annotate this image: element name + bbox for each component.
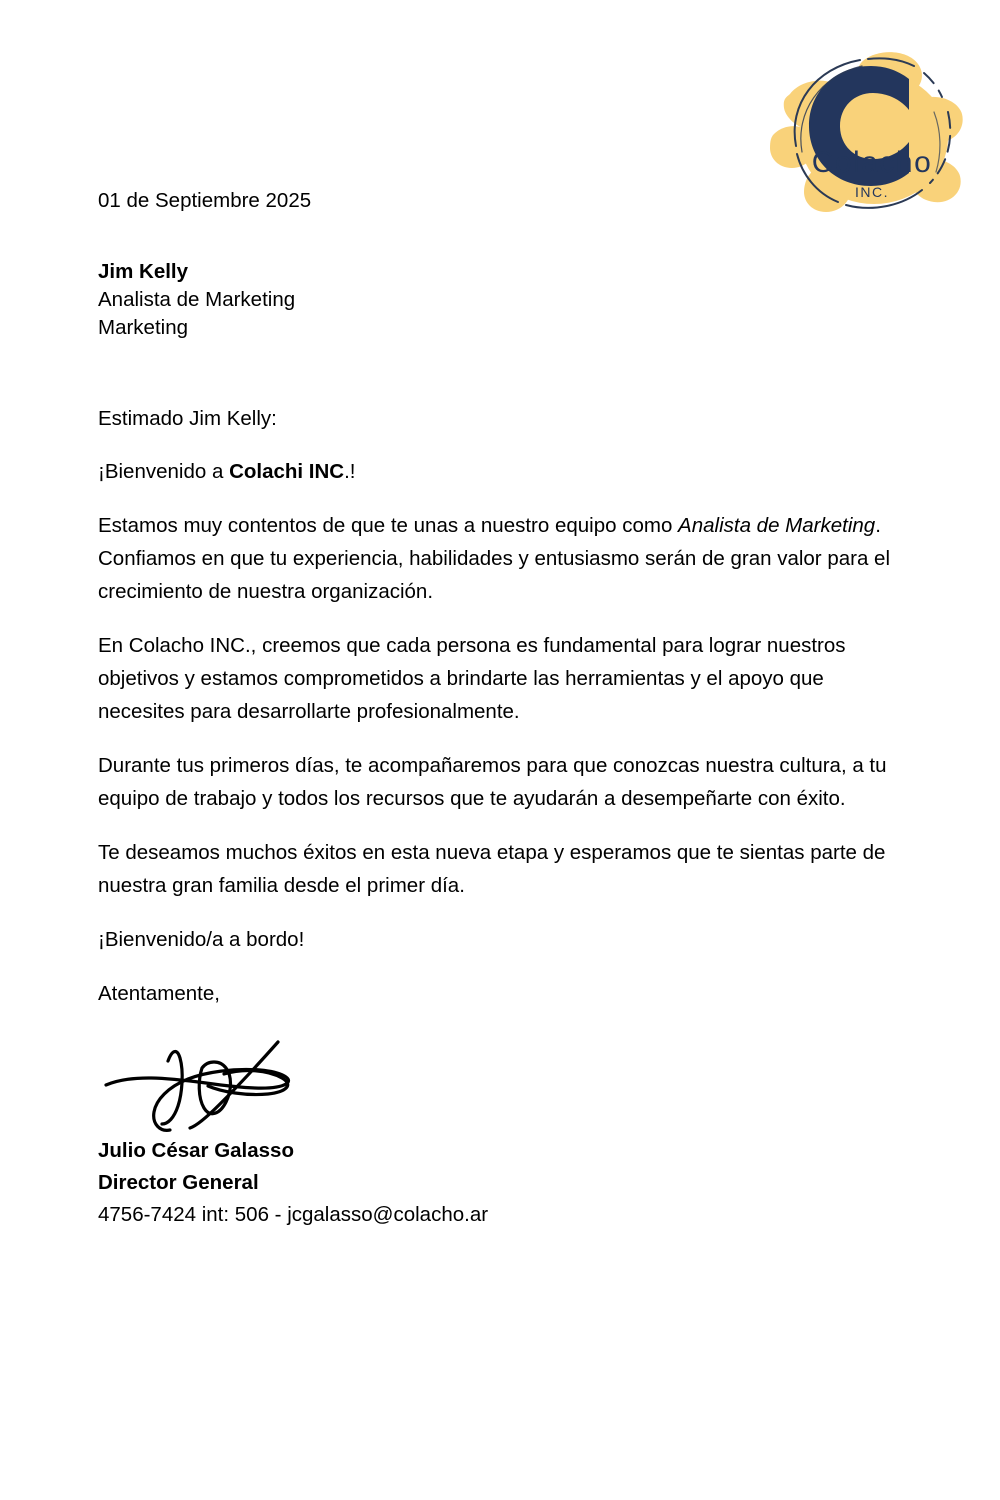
signer-title: Director General xyxy=(98,1171,259,1194)
logo-suffix: INC. xyxy=(855,184,889,200)
logo-wordmark: Colacho xyxy=(811,146,933,179)
paragraph-1-role: Analista de Marketing xyxy=(678,514,876,537)
signer-name: Julio César Galasso xyxy=(98,1139,294,1162)
paragraph-1-before: Estamos muy contentos de que te unas a nuestro equipo como xyxy=(98,514,679,537)
recipient-block xyxy=(98,258,908,342)
letter-body xyxy=(98,186,908,1231)
handwritten-signature xyxy=(102,1028,332,1133)
recipient-name: Jim Kelly xyxy=(98,260,189,283)
salutation: Estimado Jim Kelly: xyxy=(98,407,277,430)
paragraph-4: Te deseamos muchos éxitos en esta nueva etapa y esperamos que te sientas parte de nuestra gran familia desde el primer día. xyxy=(98,841,886,897)
paragraph-5: ¡Bienvenido/a a bordo! xyxy=(98,928,305,951)
letter-date: 01 de Septiembre 2025 xyxy=(98,189,312,212)
closing-line: Atentamente, xyxy=(98,982,220,1005)
signer-contact: 4756-7424 int: 506 - jcgalasso@colacho.ar xyxy=(98,1203,489,1226)
paragraph-1-after: . Confiamos en que tu experiencia, habilidades y entusiasmo serán de gran valor para el crecimiento de nuestra organización. xyxy=(98,514,891,603)
welcome-prefix: ¡Bienvenido a xyxy=(98,460,230,483)
welcome-suffix: .! xyxy=(344,460,356,483)
recipient-position: Analista de Marketing xyxy=(98,288,296,311)
paragraph-1 xyxy=(98,509,908,608)
paragraph-2: En Colacho INC., creemos que cada persona es fundamental para lograr nuestros objetivos y estamos comprometidos a brindarte las herramientas y el apoyo que necesites para desarrollarte profesionalmente. xyxy=(98,634,846,723)
signature-block xyxy=(98,1028,908,1231)
recipient-department: Marketing xyxy=(98,316,189,339)
paragraph-3: Durante tus primeros días, te acompañaremos para que conozcas nuestra cultura, a tu equipo de trabajo y todos los recursos que te ayudarán a desempeñarte con éxito. xyxy=(98,754,887,810)
welcome-company: Colachi INC xyxy=(229,460,345,483)
welcome-line xyxy=(98,455,908,488)
